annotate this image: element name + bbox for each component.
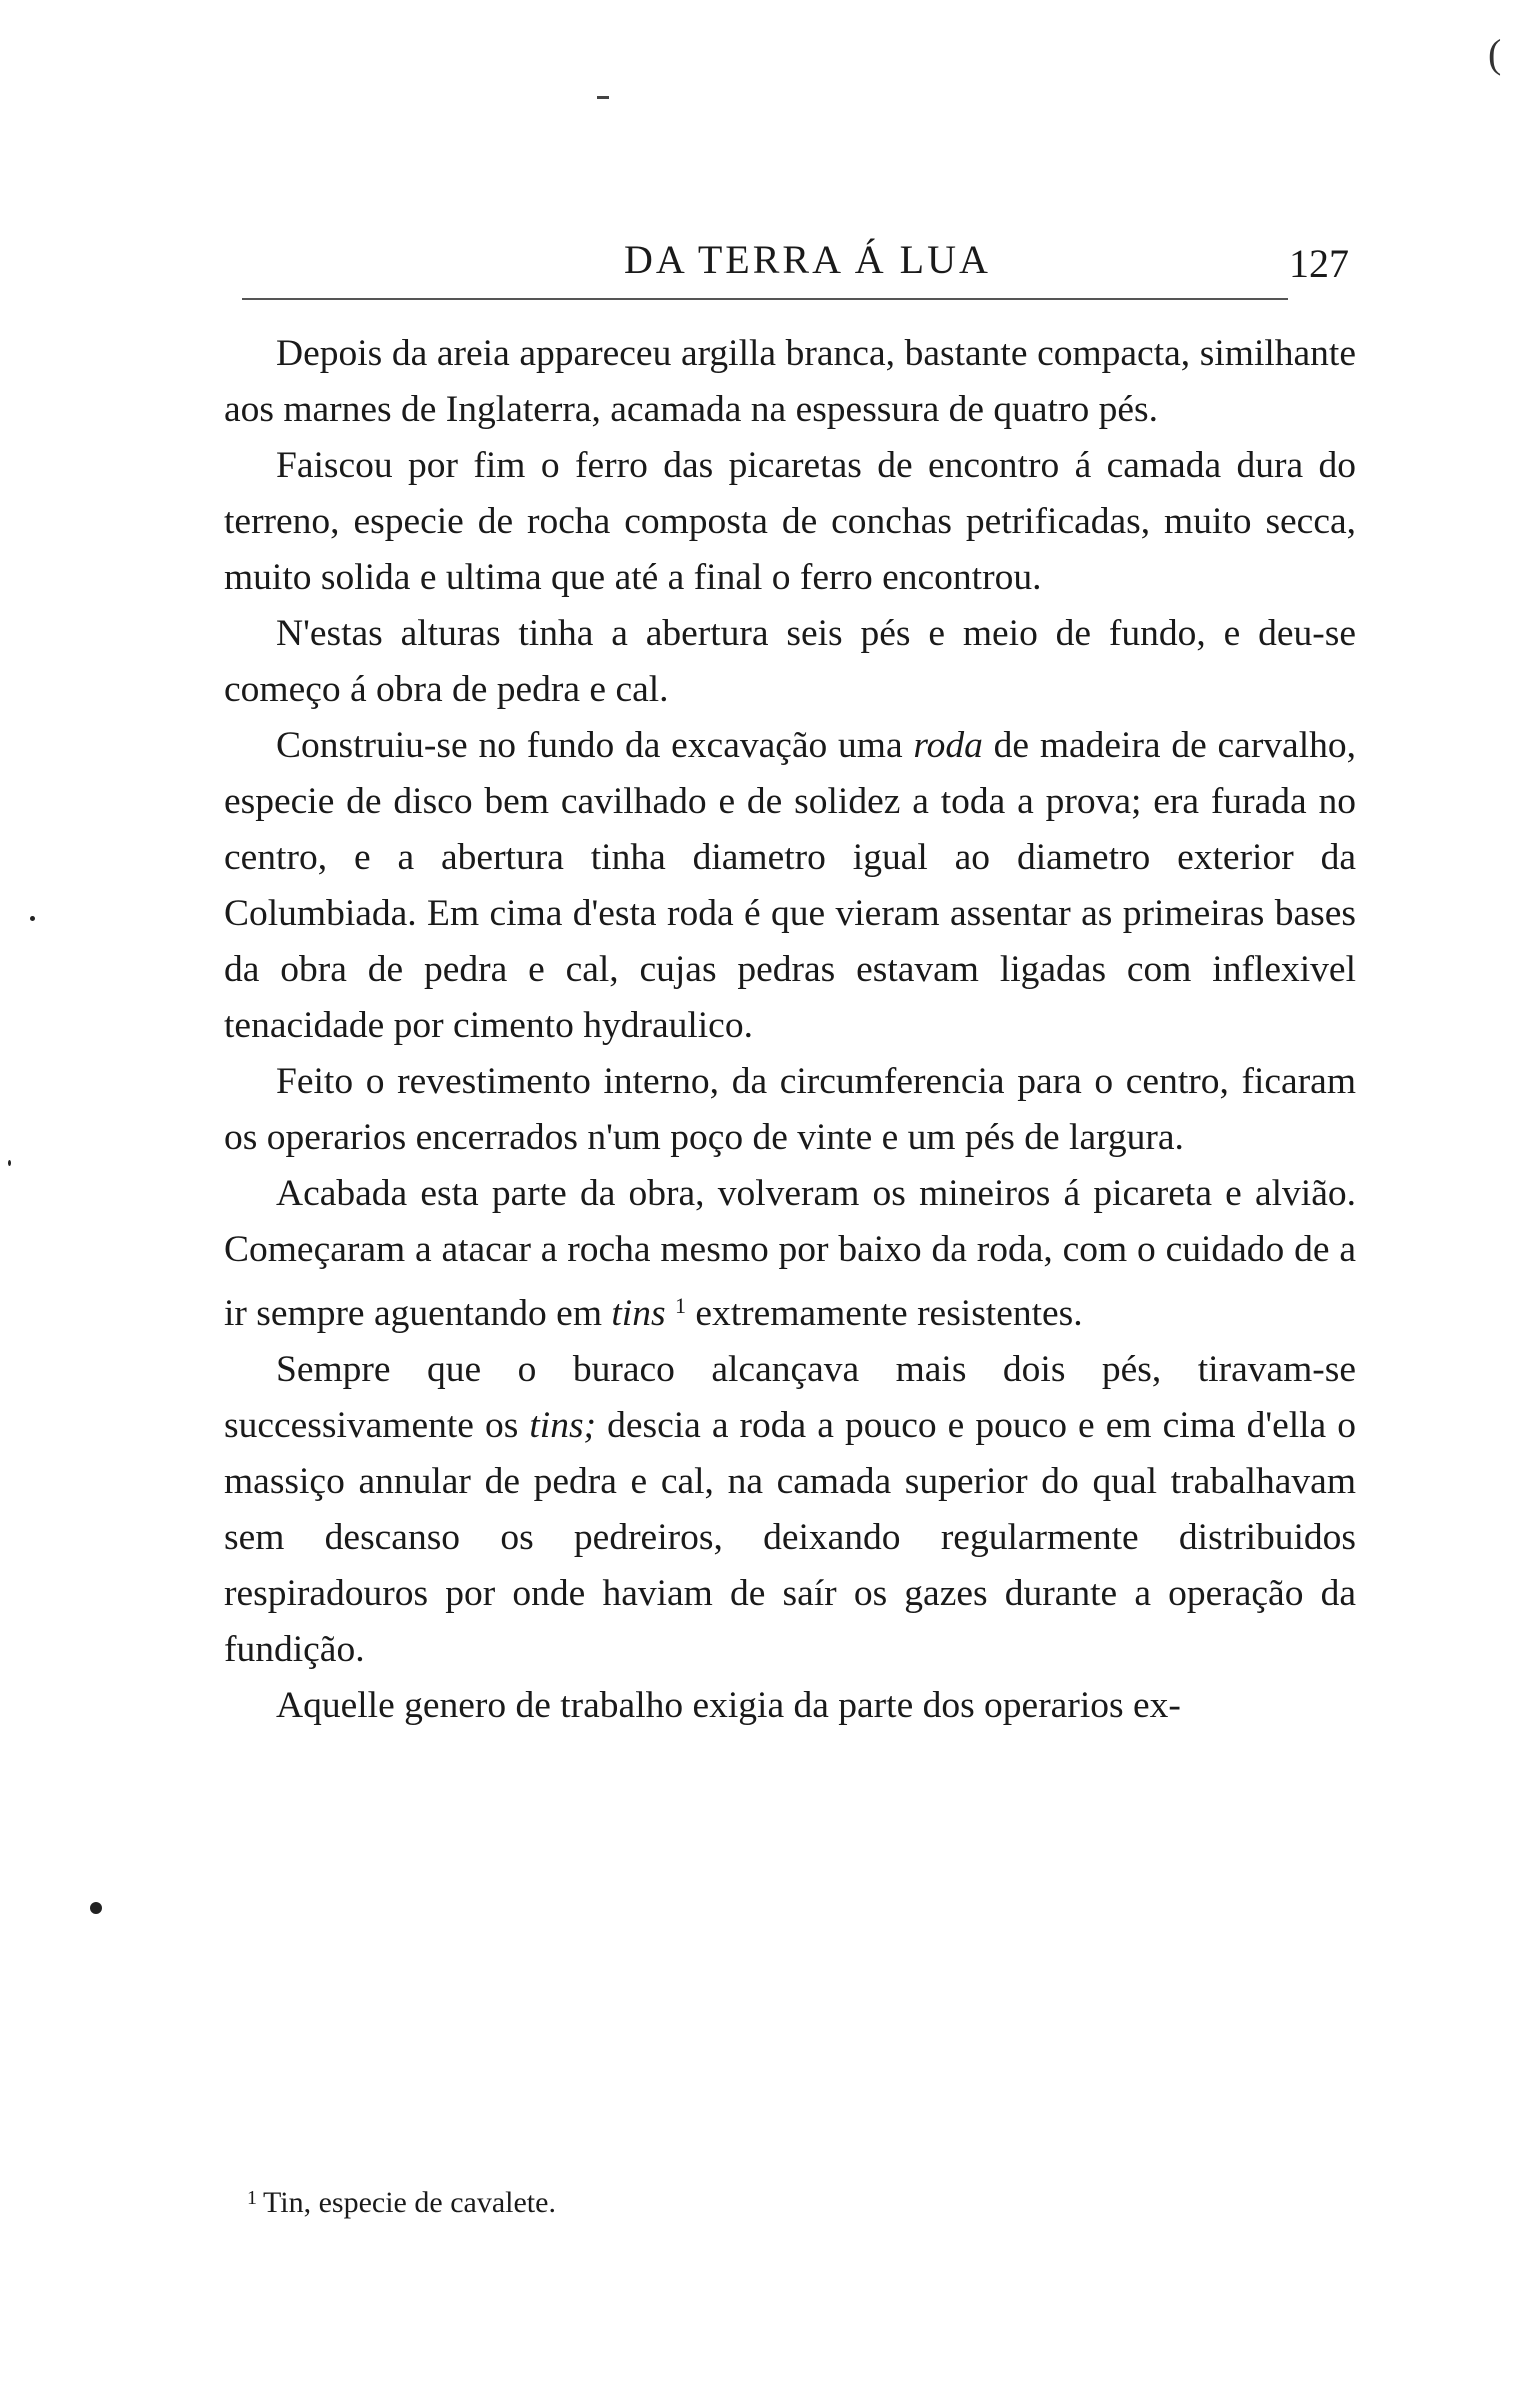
- paragraph-text: Acabada esta parte da obra, volveram os mineiros á picareta e alvião. Começaram a atacar a rocha mesmo por baixo da roda, com o cuidado de a ir sempre aguentando em: [224, 1173, 1356, 1334]
- footnote-marker: 1: [247, 2187, 257, 2209]
- paragraph: [224, 1054, 1356, 1166]
- paragraph: [224, 606, 1356, 718]
- paragraph: [224, 718, 1356, 1054]
- paragraph: [224, 1166, 1356, 1342]
- running-title: DA TERRA Á LUA: [624, 237, 991, 282]
- paragraph-text: extremamente resistentes.: [685, 1293, 1083, 1334]
- paragraph: [224, 1342, 1356, 1678]
- paragraph-text: Construiu-se no fundo da excavação uma: [276, 725, 914, 766]
- print-speck: [30, 916, 35, 921]
- paragraph-text: Aquelle genero de trabalho exigia da parte dos operarios ex-: [276, 1685, 1181, 1726]
- paragraph-text: de madeira de carvalho, especie de disco bem cavilhado e de solidez a toda a prova; era furada no centro, e a abertura tinha diametro igual ao diametro exterior da Columbiada. Em cima d'esta roda é que vieram assentar as primeiras bases da obra de pedra e cal, cujas pedras estavam ligadas com inflexivel tenacidade por cimento hydraulico.: [224, 725, 1356, 1046]
- paragraph-text: N'estas alturas tinha a abertura seis pés e meio de fundo, e deu-se começo á obra de pedra e cal.: [224, 613, 1356, 710]
- paragraph: [224, 438, 1356, 606]
- page-edge-mark: (: [1488, 31, 1502, 76]
- paragraph-text: Feito o revestimento interno, da circumferencia para o centro, ficaram os operarios encerrados n'um poço de vinte e um pés de largura.: [224, 1061, 1356, 1158]
- print-speck: [90, 1902, 102, 1914]
- paragraph: [224, 326, 1356, 438]
- body-text: [224, 326, 1356, 1734]
- paragraph: [224, 1678, 1356, 1734]
- print-speck: [8, 1160, 11, 1166]
- paragraph-text: Sempre que o buraco alcançava mais dois pés, tiravam-se successivamente os: [224, 1349, 1356, 1446]
- print-speck: [597, 96, 609, 99]
- paragraph-text: Faiscou por fim o ferro das picaretas de encontro á camada dura do terreno, especie de rocha composta de conchas petrificadas, muito secca, muito solida e ultima que até a final o ferro encontrou.: [224, 445, 1356, 598]
- footnote: [247, 2186, 556, 2220]
- footnote-reference: 1: [674, 1293, 686, 1318]
- paragraph-text: descia a roda a pouco e pouco e em cima d'ella o massiço annular de pedra e cal, na camada superior do qual trabalhavam sem descanso os pedreiros, deixando regularmente distribuidos respiradouros por onde haviam de saír os gazes durante a operação da fundição.: [224, 1405, 1357, 1670]
- page-number: 127: [1289, 241, 1349, 286]
- footnote-text: Tin, especie de cavalete.: [263, 2186, 556, 2219]
- italic-term: tins;: [529, 1405, 597, 1446]
- italic-term: roda: [913, 725, 983, 766]
- paragraph-text: Depois da areia appareceu argilla branca, bastante compacta, similhante aos marnes de Inglaterra, acamada na espessura de quatro pés.: [224, 333, 1356, 430]
- running-header: [0, 236, 1519, 296]
- header-rule: [242, 298, 1288, 300]
- italic-term: tins: [611, 1293, 666, 1334]
